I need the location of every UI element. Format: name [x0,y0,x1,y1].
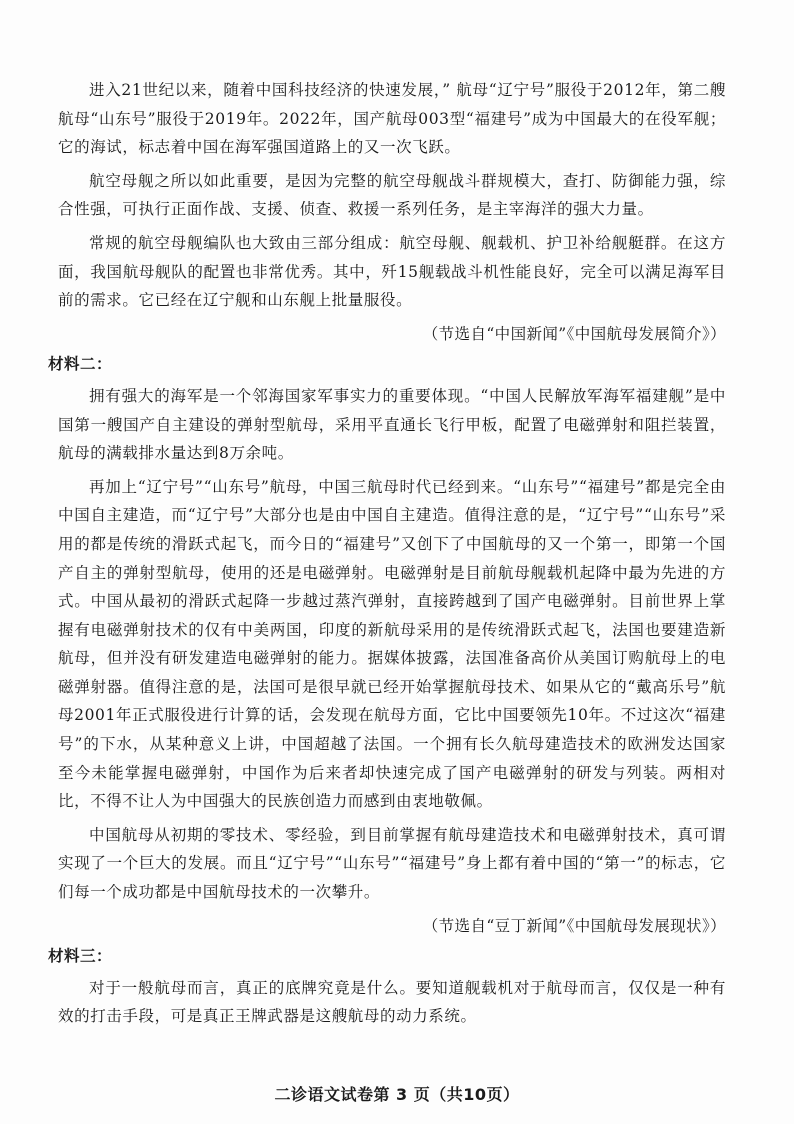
material2-source: （节选自“豆丁新闻”《中国航母发展现状》） [422,916,726,935]
material3-heading: 材料三： [48,947,113,966]
page-content [48,76,726,1036]
material3-paragraph-1: 对于一般航母而言，真正的底牌究竟是什么。要知道舰载机对于航母而言，仅仅是一种有效的打击手段，可是真正王牌武器是这艘航母的动力系统。 [58,978,726,1026]
material2-paragraph-2: 再加上“辽宁号”“山东号”航母，中国三航母时代已经到来。“山东号”“福建号”都是完全由中国自主建造，而“辽宁号”大部分也是由中国自主建造。值得注意的是，“辽宁号”“山东号”采用的都是传统的滑跃式起飞，而今日的“福建号”又创下了中国航母的又一个第一，即第一个国产自主的弹射型航母，使用的还是电磁弹射。电磁弹射是目前航母舰载机起降中最为先进的方式。中国从最初的滑跃式起降一步越过蒸汽弹射，直接跨越到了国产电磁弹射。目前世界上掌握有电磁弹射技术的仅有中美两国，印度的新航母采用的是传统滑跃式起飞，法国也要建造新航母，但并没有研发建造电磁弹射的能力。据媒体披露，法国准备高价从美国订购航母上的电磁弹射器。值得注意的是，法国可是很早就已经开始掌握航母技术、如果从它的“戴高乐号”航母2001年正式服役进行计算的话，会发现在航母方面，它比中国要领先10年。不过这次“福建号”的下水，从某种意义上讲，中国超越了法国。一个拥有长久航母建造技术的欧洲发达国家至今未能掌握电磁弹射，中国作为后来者却快速完成了国产电磁弹射的研发与列装。两相对比，不得不让人为中国强大的民族创造力而感到由衷地敬佩。 [58,477,726,811]
page-footer: 二诊语文试卷第 3 页（共10页） [274,1085,520,1104]
material1-paragraph-1: 进入21世纪以来，随着中国科技经济的快速发展，” 航母“辽宁号”服役于2012年，第二艘航母“山东号”服役于2019年。2022年，国产航母003型“福建号”成为中国最大的在役军舰；它的海试，标志着中国在海军强国道路上的又一次飞跃。 [58,81,726,157]
material1-paragraph-3: 常规的航空母舰编队也大致由三部分组成：航空母舰、舰载机、护卫补给舰艇群。在这方面，我国航母舰队的配置也非常优秀。其中，歼15舰载战斗机性能良好，完全可以满足海军目前的需求。它已经在辽宁舰和山东舰上批量服役。 [58,233,726,310]
material1-source: （节选自“中国新闻”《中国航母发展简介》） [422,324,726,343]
material2-paragraph-1: 拥有强大的海军是一个邻海国家军事实力的重要体现。“中国人民解放军海军福建舰”是中国第一艘国产自主建设的弹射型航母，采用平直通长飞行甲板，配置了电磁弹射和阻拦装置，航母的满载排水量达到8万余吨。 [58,386,726,463]
material1-paragraph-2: 航空母舰之所以如此重要，是因为完整的航空母舰战斗群规模大，查打、防御能力强，综合性强，可执行正面作战、支援、侦查、救援一系列任务，是主宰海洋的强大力量。 [58,171,726,219]
material2-heading: 材料二： [48,355,113,374]
material2-paragraph-3: 中国航母从初期的零技术、零经验，到目前掌握有航母建造技术和电磁弹射技术，真可谓实现了一个巨大的发展。而且“辽宁号”“山东号”“福建号”身上都有着中国的“第一”的标志，它们每一个成功都是中国航母技术的一次攀升。 [58,825,726,902]
